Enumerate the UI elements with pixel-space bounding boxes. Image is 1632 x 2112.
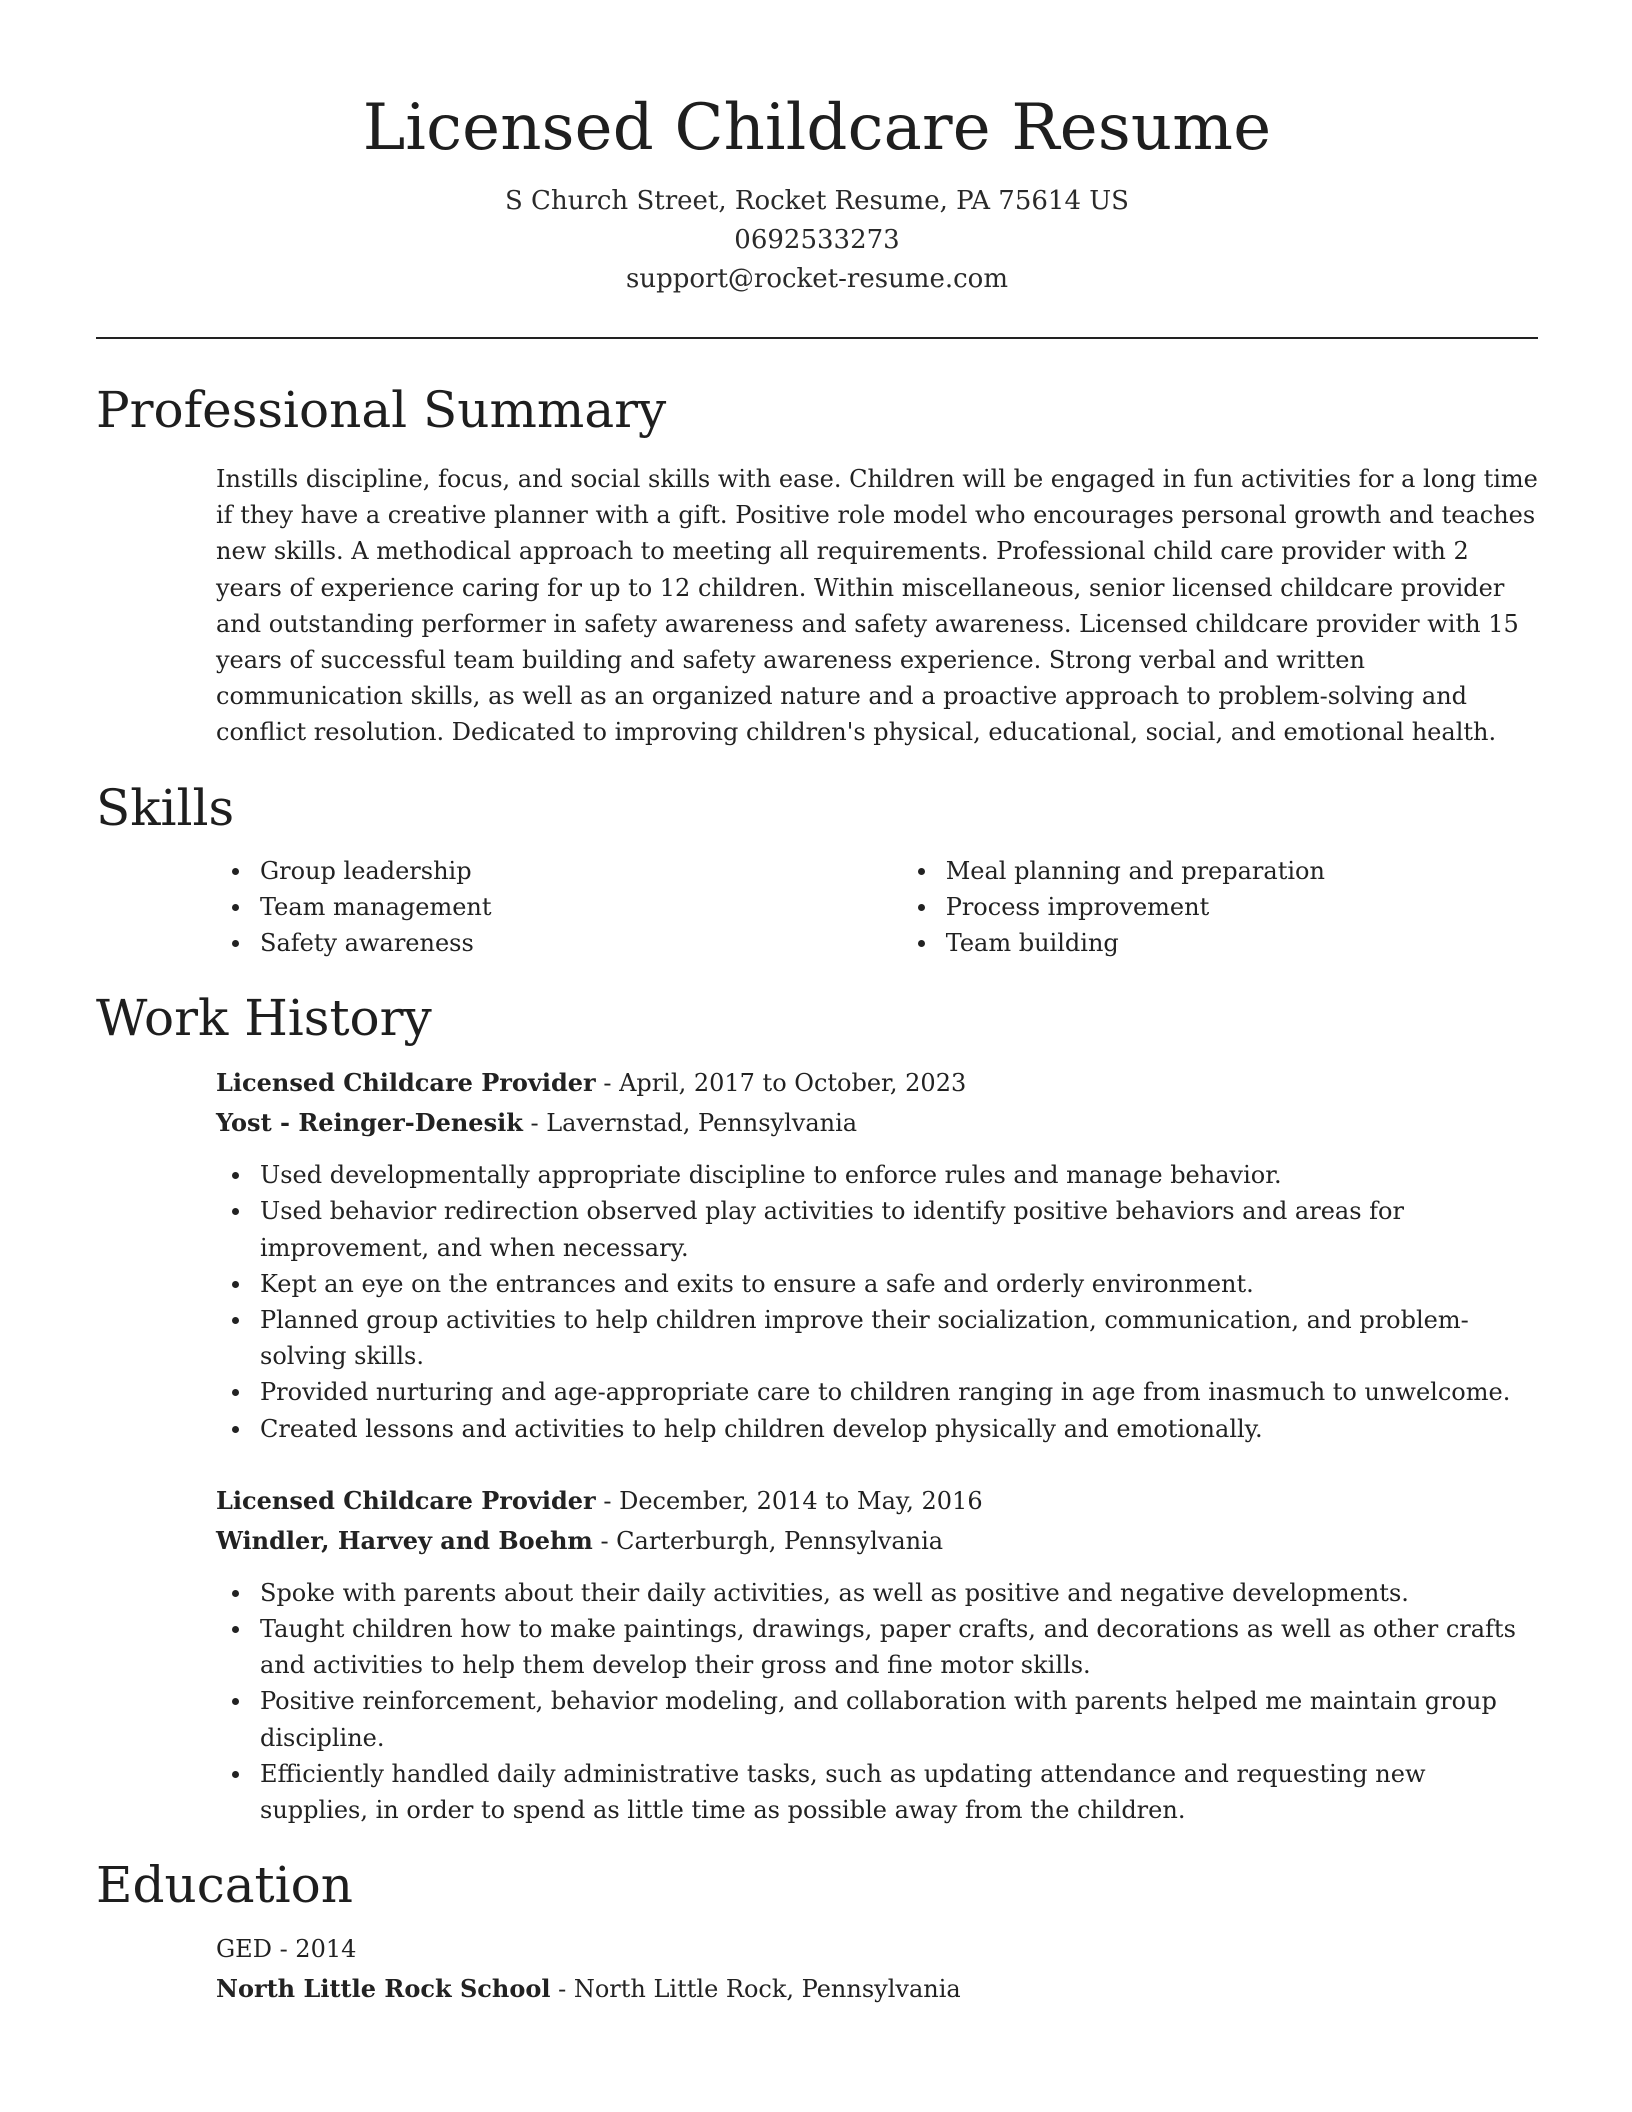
skills-section: [96, 777, 1538, 962]
job-company: Windler, Harvey and Boehm: [216, 1525, 593, 1555]
skills-body: [96, 853, 1538, 962]
job-bullet: Created lessons and activities to help children develop physically and emotionally.: [260, 1411, 1538, 1447]
job-bullets: [216, 1575, 1538, 1828]
work-history-heading: Work History: [96, 989, 432, 1048]
header-divider: [96, 337, 1538, 339]
job-bullet: Planned group activities to help children improve their socialization, communication, and problem-solving skills.: [260, 1302, 1538, 1374]
education-entry: [96, 1930, 1538, 2009]
job-bullet: Positive reinforcement, behavior modeling, and collaboration with parents helped me maintain group discipline.: [260, 1683, 1538, 1755]
job-company: Yost - Reinger-Denesik: [216, 1108, 523, 1138]
summary-section: [96, 379, 1538, 751]
skills-heading: Skills: [96, 778, 235, 837]
skill-item: Group leadership: [260, 853, 902, 889]
skills-list-right: [902, 853, 1538, 962]
skill-item: Team management: [260, 889, 902, 925]
skills-grid: [216, 853, 1538, 962]
job-entry: [96, 1481, 1538, 1828]
resume-title: Licensed Childcare Resume: [362, 91, 1272, 165]
summary-body: [96, 461, 1538, 751]
job-bullet: Used developmentally appropriate discipline to enforce rules and manage behavior.: [260, 1157, 1538, 1193]
contact-address: S Church Street, Rocket Resume, PA 75614 US: [504, 186, 1129, 216]
job-title-line: [216, 1481, 1538, 1521]
summary-heading: Professional Summary: [96, 381, 667, 439]
job-bullet: Kept an eye on the entrances and exits to ensure a safe and orderly environment.: [260, 1266, 1538, 1302]
job-bullet: Efficiently handled daily administrative tasks, such as updating attendance and requesting new supplies, in order to spend as little time as possible away from the children.: [260, 1756, 1538, 1828]
work-history-section: [96, 987, 1538, 1828]
job-bullet: Used behavior redirection observed play activities to identify positive behaviors and areas for improvement, and when necessary.: [260, 1193, 1538, 1265]
job-location: - Lavernstad, Pennsylvania: [522, 1109, 858, 1138]
contact-email: support@rocket-resume.com: [625, 264, 1008, 294]
education-heading: Education: [96, 1856, 353, 1915]
job-title-line: [216, 1063, 1538, 1103]
education-school: North Little Rock School: [216, 1974, 551, 2004]
skill-item: Safety awareness: [260, 925, 902, 961]
job-company-line: [216, 1521, 1538, 1561]
skill-item: Meal planning and preparation: [946, 853, 1538, 889]
job-location: - Carterburgh, Pennsylvania: [592, 1526, 944, 1555]
education-degree: GED - 2014: [216, 1935, 357, 1964]
skill-item: Team building: [946, 925, 1538, 961]
job-company-line: [216, 1103, 1538, 1143]
skills-list-left: [216, 853, 902, 962]
job-entry: [96, 1063, 1538, 1447]
contact-block: [96, 182, 1538, 299]
contact-phone: 0692533273: [734, 225, 900, 255]
education-location: - North Little Rock, Pennsylvania: [550, 1975, 961, 2004]
summary-text: Instills discipline, focus, and social skills with ease. Children will be engaged in fun activities for a long time if they have a creative planner with a gift. Positive role model who encourages personal growth and teaches new skills. A methodical approach to meeting all requirements. Professional child care provider with 2 years of experience caring for up to 12 children. Within miscellaneous, senior licensed childcare provider and outstanding performer in safety awareness and safety awareness. Licensed childcare provider with 15 years of successful team building and safety awareness experience. Strong verbal and written communication skills, as well as an organized nature and a proactive approach to problem-solving and conflict resolution. Dedicated to improving children's physical, educational, social, and emotional health.: [216, 465, 1538, 747]
job-bullet: Taught children how to make paintings, drawings, paper crafts, and decorations as well as other crafts and activities to help them develop their gross and fine motor skills.: [260, 1611, 1538, 1683]
job-bullets: [216, 1157, 1538, 1447]
job-dates: - April, 2017 to October, 2023: [595, 1069, 967, 1098]
job-position: Licensed Childcare Provider: [216, 1068, 596, 1098]
skill-item: Process improvement: [946, 889, 1538, 925]
job-bullet: Spoke with parents about their daily activities, as well as positive and negative developments.: [260, 1575, 1538, 1611]
resume-page: [96, 0, 1538, 2009]
education-section: [96, 1854, 1538, 2009]
education-school-line: [216, 1969, 1538, 2009]
job-position: Licensed Childcare Provider: [216, 1485, 596, 1515]
resume-header: [96, 0, 1538, 299]
job-dates: - December, 2014 to May, 2016: [595, 1486, 983, 1515]
job-bullet: Provided nurturing and age-appropriate care to children ranging in age from inasmuch to unwelcome.: [260, 1374, 1538, 1410]
